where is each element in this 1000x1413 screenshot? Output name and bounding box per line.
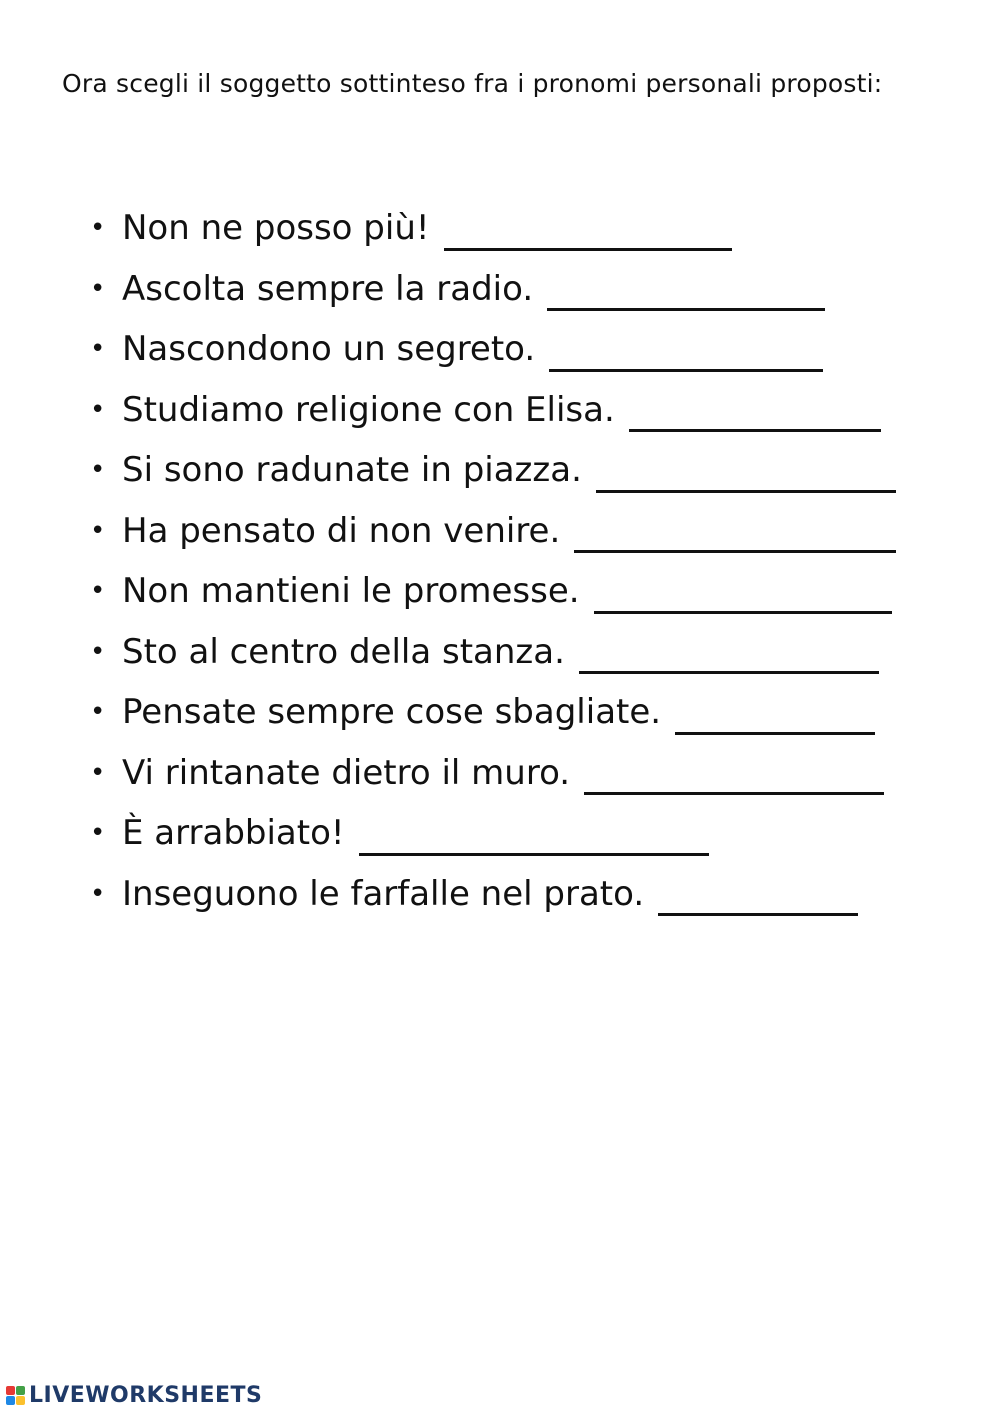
logo-icon [6,1386,25,1405]
exercise-item-4 [90,380,990,441]
answer-blank[interactable] [579,641,879,674]
bullet-icon: • [90,757,106,788]
answer-blank[interactable] [574,520,896,553]
bullet-icon: • [90,697,106,728]
exercise-list [90,198,990,924]
exercise-item-7 [90,561,990,622]
sentence-text: Non ne posso più! [122,208,430,249]
answer-blank[interactable] [359,823,709,856]
logo-square-yellow [16,1396,25,1405]
bullet-icon: • [90,213,106,244]
answer-blank[interactable] [549,339,823,372]
sentence-text: Ascolta sempre la radio. [122,268,534,309]
bullet-icon: • [90,515,106,546]
liveworksheets-logo [6,1380,262,1410]
sentence-text: Non mantieni le promesse. [122,571,580,612]
answer-blank[interactable] [675,702,875,735]
logo-square-red [6,1386,15,1395]
exercise-item-3 [90,319,990,380]
exercise-item-1 [90,198,990,259]
exercise-item-11 [90,803,990,864]
instructions-text: Ora scegli il soggetto sottinteso fra i pronomi personali proposti: [62,69,883,98]
answer-blank[interactable] [444,218,732,251]
sentence-text: Pensate sempre cose sbagliate. [122,692,662,733]
sentence-text: Vi rintanate dietro il muro. [122,752,571,793]
bullet-icon: • [90,273,106,304]
exercise-item-8 [90,622,990,683]
bullet-icon: • [90,455,106,486]
exercise-item-10 [90,743,990,804]
sentence-text: Ha pensato di non venire. [122,510,561,551]
logo-square-blue [6,1396,15,1405]
answer-blank[interactable] [547,278,825,311]
exercise-item-6 [90,501,990,562]
answer-blank[interactable] [594,581,892,614]
answer-blank[interactable] [658,883,858,916]
answer-blank[interactable] [629,399,881,432]
logo-square-green [16,1386,25,1395]
exercise-item-2 [90,259,990,320]
bullet-icon: • [90,636,106,667]
sentence-text: Inseguono le farfalle nel prato. [122,873,645,914]
bullet-icon: • [90,818,106,849]
logo-text: LIVEWORKSHEETS [29,1382,263,1408]
sentence-text: Nascondono un segreto. [122,329,536,370]
exercise-item-9 [90,682,990,743]
answer-blank[interactable] [596,460,896,493]
sentence-text: Studiamo religione con Elisa. [122,389,615,430]
exercise-item-12 [90,864,990,925]
sentence-text: Sto al centro della stanza. [122,631,565,672]
bullet-icon: • [90,334,106,365]
bullet-icon: • [90,394,106,425]
bullet-icon: • [90,878,106,909]
answer-blank[interactable] [584,762,884,795]
sentence-text: Si sono radunate in piazza. [122,450,582,491]
bullet-icon: • [90,576,106,607]
exercise-item-5 [90,440,990,501]
sentence-text: È arrabbiato! [122,813,345,854]
